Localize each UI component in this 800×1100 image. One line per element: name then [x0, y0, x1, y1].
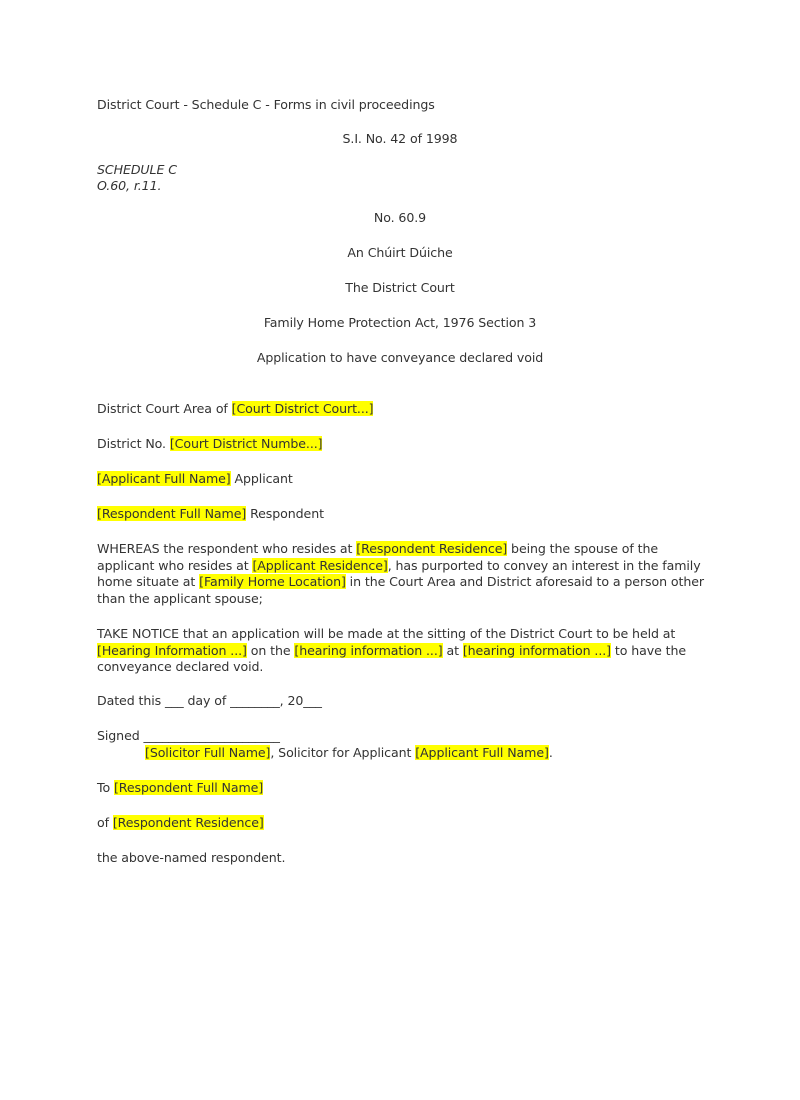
- hearing-info-field-3[interactable]: [hearing information ...]: [462, 642, 611, 658]
- document-header-title: District Court - Schedule C - Forms in civil proceedings: [97, 97, 435, 112]
- applicant-line: [97, 471, 293, 488]
- notice-text: at: [442, 642, 463, 658]
- family-home-location-field[interactable]: [Family Home Location]: [199, 574, 346, 589]
- court-district-field[interactable]: [Court District Court...]: [231, 401, 374, 416]
- signed-applicant-name-field[interactable]: [Applicant Full Name]: [415, 745, 549, 760]
- respondent-line: [97, 506, 324, 523]
- hearing-info-field-1[interactable]: [Hearing Information ...]: [97, 642, 247, 658]
- act-reference: Family Home Protection Act, 1976 Section 3: [263, 315, 537, 330]
- whereas-text: WHEREAS the respondent who resides at: [97, 541, 357, 556]
- signed-line: Signed ______________________: [97, 728, 280, 743]
- district-court-area: [97, 401, 373, 418]
- respondent-residence-field[interactable]: [Respondent Residence]: [356, 541, 508, 556]
- take-notice-paragraph: [97, 626, 707, 676]
- solicitor-line: [145, 745, 553, 762]
- applicant-label: Applicant: [230, 471, 293, 486]
- to-line: [97, 780, 263, 797]
- notice-text: TAKE NOTICE that an application will be made at the sitting of the District Court to be held at: [97, 626, 676, 641]
- of-respondent-residence-field[interactable]: [Respondent Residence]: [112, 815, 264, 830]
- area-label: District Court Area of: [97, 401, 232, 416]
- closing-line: the above-named respondent.: [97, 850, 286, 865]
- schedule-label: SCHEDULE C: [97, 162, 177, 177]
- solicitor-name-field[interactable]: [Solicitor Full Name]: [145, 745, 271, 760]
- notice-text: on the: [246, 642, 295, 658]
- district-number: [97, 436, 322, 453]
- court-name-english: The District Court: [345, 280, 455, 295]
- applicant-name-field[interactable]: [Applicant Full Name]: [97, 471, 231, 486]
- form-number: No. 60.9: [373, 210, 427, 225]
- to-respondent-name-field[interactable]: [Respondent Full Name]: [113, 780, 264, 795]
- of-line: [97, 815, 264, 832]
- dated-line: Dated this ___ day of ________, 20___: [97, 693, 322, 708]
- to-label: To: [97, 780, 114, 795]
- hearing-info-field-2[interactable]: [hearing information ...]: [294, 642, 443, 658]
- period: .: [548, 745, 553, 760]
- whereas-paragraph: [97, 541, 707, 607]
- whereas-text: in the Court Area and District aforesaid to a person other than the applicant spouse;: [97, 574, 704, 606]
- solicitor-text: , Solicitor for Applicant: [270, 745, 416, 760]
- district-label: District No.: [97, 436, 170, 451]
- application-title: Application to have conveyance declared void: [256, 350, 544, 365]
- respondent-label: Respondent: [246, 506, 324, 521]
- order-rule: O.60, r.11.: [97, 178, 162, 193]
- notice-text: to have the conveyance declared void.: [97, 642, 686, 674]
- si-number: S.I. No. 42 of 1998: [342, 131, 458, 146]
- district-number-field[interactable]: [Court District Numbe...]: [169, 436, 323, 451]
- whereas-text: , has purported to convey an interest in the family home situate at: [97, 557, 701, 589]
- respondent-name-field[interactable]: [Respondent Full Name]: [97, 506, 247, 521]
- of-label: of: [97, 815, 113, 830]
- court-name-irish: An Chúirt Dúiche: [347, 245, 453, 260]
- whereas-text: being the spouse of the applicant who resides at: [97, 541, 659, 573]
- applicant-residence-field[interactable]: [Applicant Residence]: [252, 557, 388, 573]
